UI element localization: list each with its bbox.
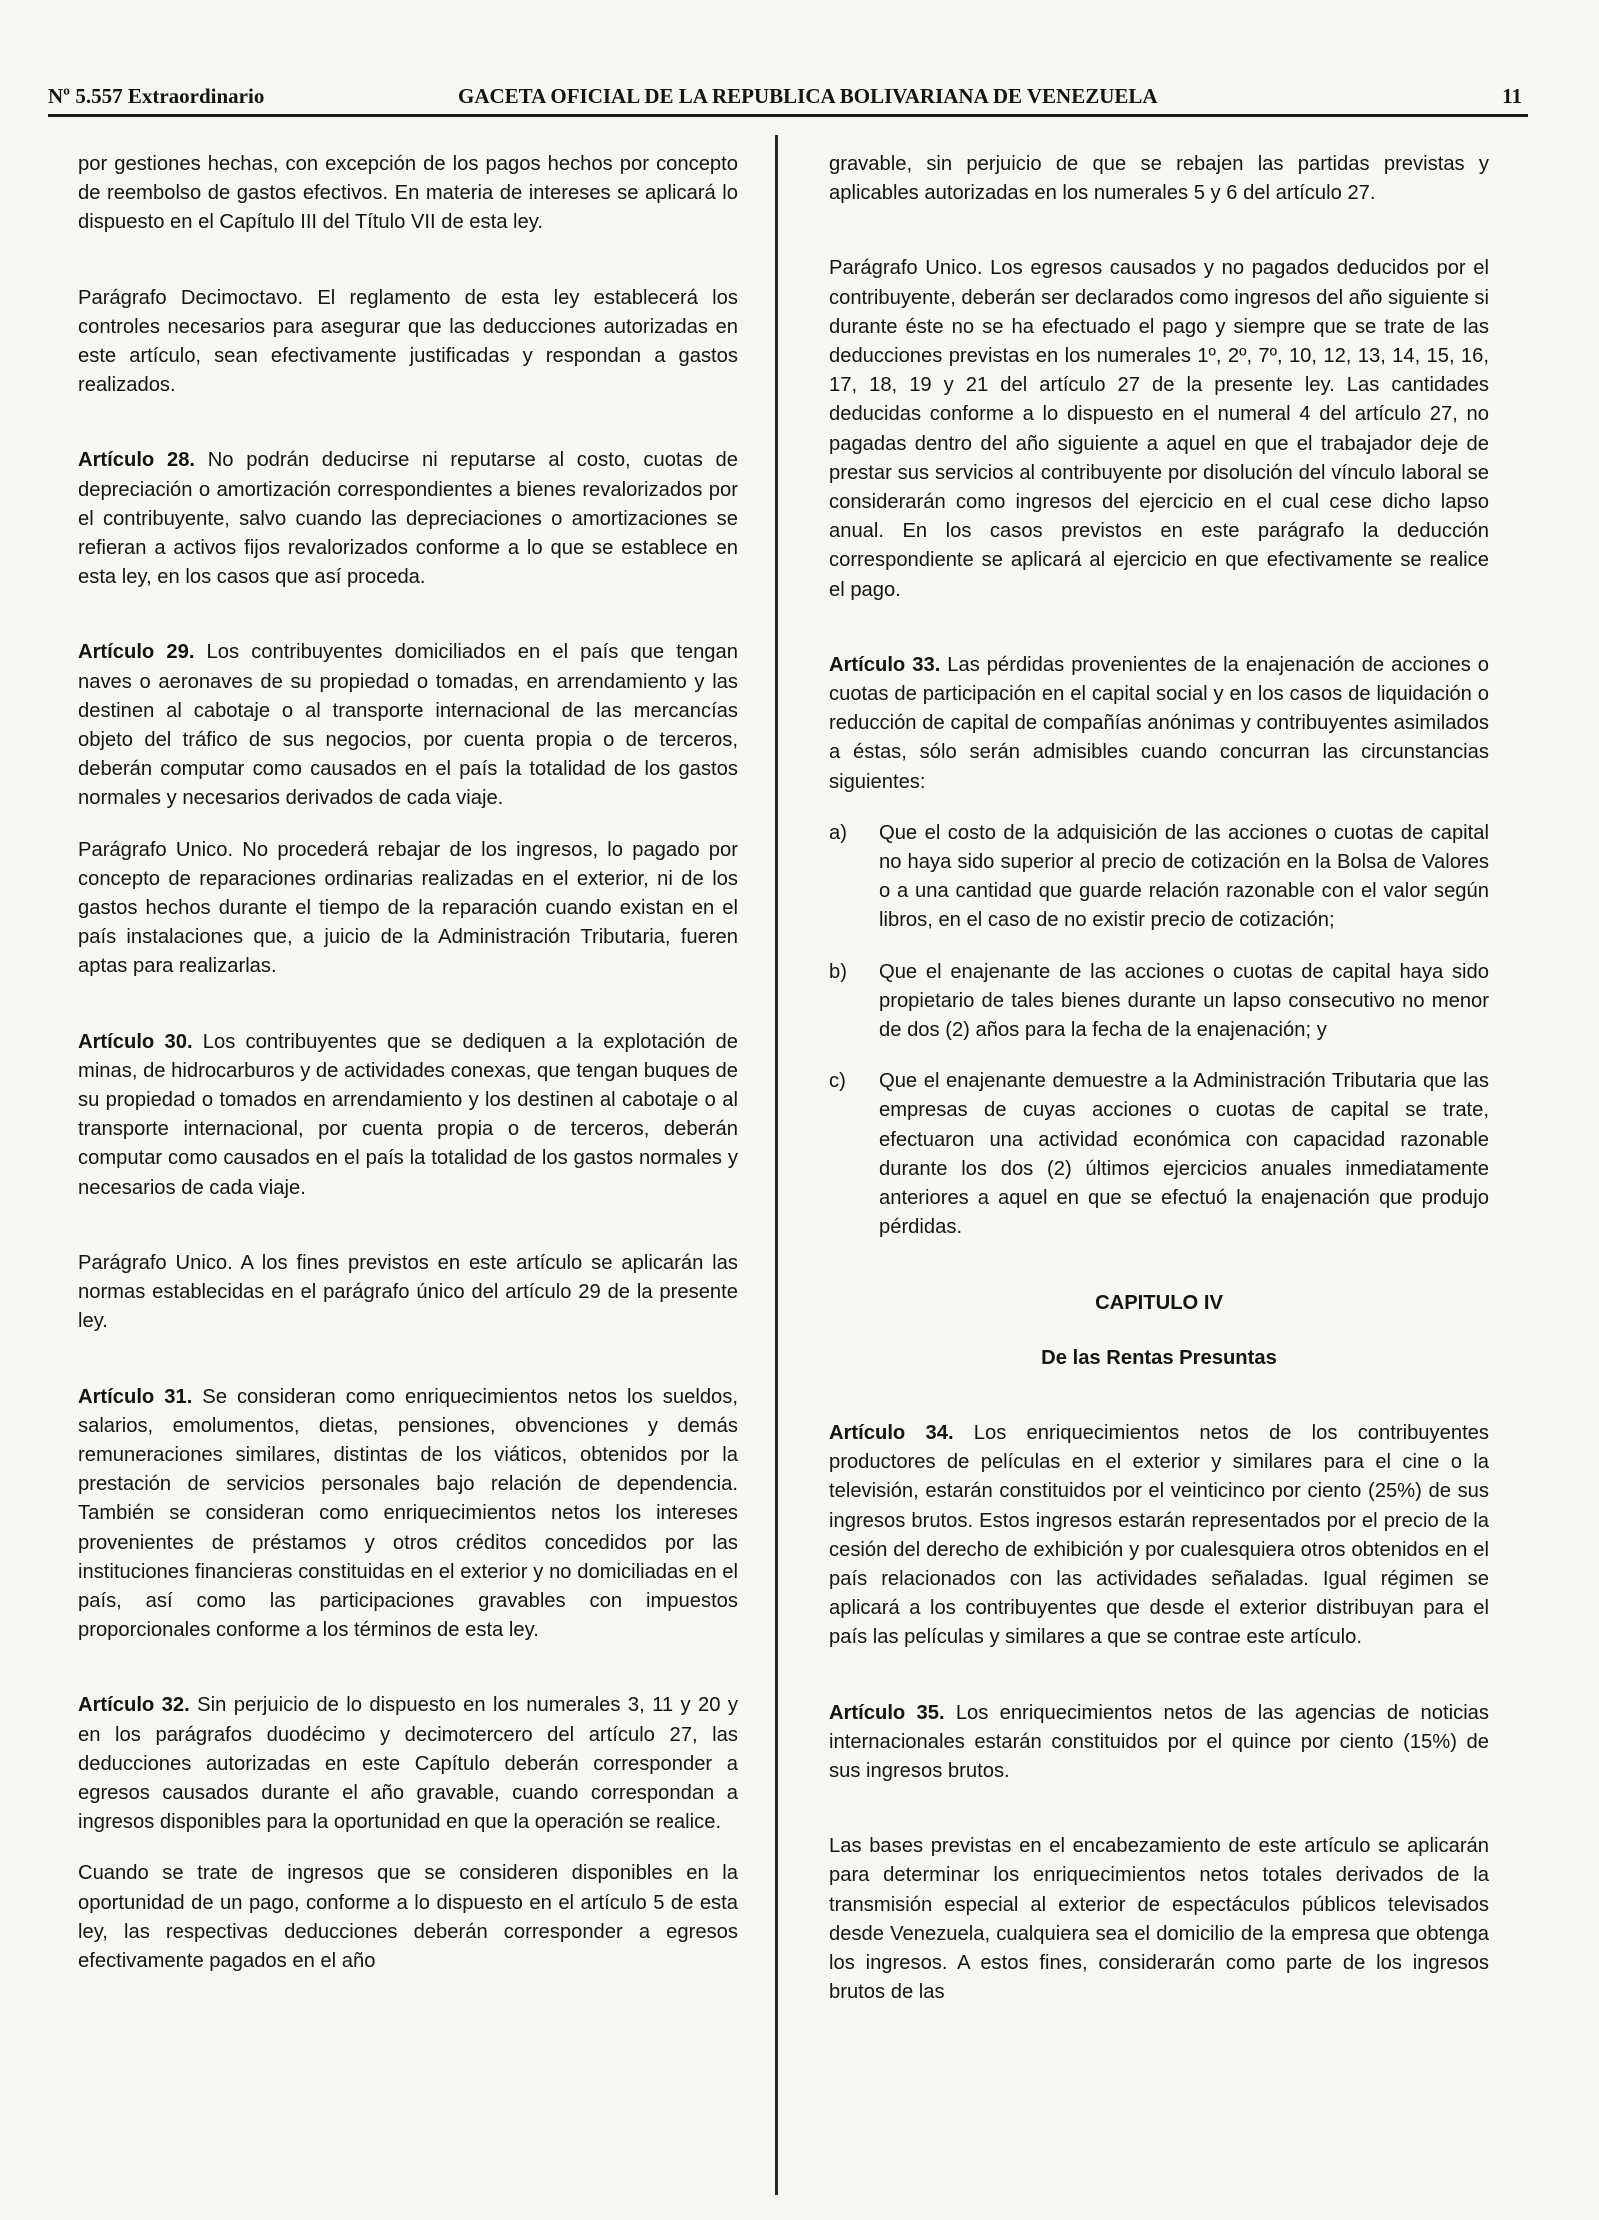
article-label: Artículo 28.	[78, 449, 196, 472]
article-label: Artículo 33.	[829, 653, 941, 676]
paragraph-unico: Parágrafo Unico. Los egresos causados y no pagados deducidos por el contribuyente, deberán ser declarados como ingresos del año siguiente si durante éste no se ha efectuado el pago y siempre que se trate de las deducciones previstas en los numerales 1º, 2º, 7º, 10, 12, 13, 14, 15, 16, 17, 18, 19 y 21 del artículo 27 de la presente ley. Las cantidades deducidas conforme a lo dispuesto en el numeral 4 del artículo 27, no pagadas dentro del año siguiente a aquel en que el trabajador deje de prestar sus servicios al contribuyente por disolución del vínculo laboral se considerarán como ingresos del ejercicio en el cual cese dicho lapso anual. En los casos previstos en este parágrafo la deducción correspondiente se aplicará al ejercicio en que efectivamente se realice el pago.	[829, 257, 1489, 601]
left-column	[78, 150, 738, 2022]
article-32	[78, 1691, 738, 1837]
article-29	[78, 638, 738, 813]
list-item-label: c)	[829, 1070, 846, 1093]
paragraph: gravable, sin perjuicio de que se rebajen las partidas previstas y aplicables autorizadas en los numerales 5 y 6 del artículo 27.	[829, 153, 1489, 205]
list-item-label: a)	[829, 821, 847, 844]
article-text: Sin perjuicio de lo dispuesto en los numerales 3, 11 y 20 y en los parágrafos duodécimo y decimotercero del artículo 27, las deducciones autorizadas en este Capítulo deberán corresponder a egresos causados durante el año gravable, cuando correspondan a ingresos disponibles para la oportunidad en que la operación se realice.	[78, 1694, 739, 1834]
list-item	[829, 958, 1489, 1046]
paragraph: Las bases previstas en el encabezamiento de este artículo se aplicarán para determinar los enriquecimientos netos totales derivados de la transmisión especial al exterior de espectáculos públicos televisados desde Venezuela, cualquiera sea el domicilio de la empresa que obtenga los ingresos. A estos fines, considerarán como parte de los ingresos brutos de las	[829, 1835, 1489, 2004]
list-item-text: Que el enajenante demuestre a la Administración Tributaria que las empresas de cuyas acciones o cuotas de capital se trate, efectuaron una actividad económica con capacidad razonable durante los dos (2) últimos ejercicios anuales inmediatamente anteriores a aquel en que se efectuó la enajenación que produjo pérdidas.	[879, 1070, 1489, 1239]
article-label: Artículo 32.	[78, 1694, 190, 1717]
article-label: Artículo 35.	[829, 1701, 945, 1724]
gazette-title: GACETA OFICIAL DE LA REPUBLICA BOLIVARIANA DE VENEZUELA	[458, 84, 1158, 108]
article-35	[829, 1699, 1489, 1787]
article-text: No podrán deducirse ni reputarse al costo, cuotas de depreciación o amortización correspondientes a bienes revalorizados por el contribuyente, salvo cuando las depreciaciones o amortizaciones se refieran a activos fijos revalorizados conforme a lo que se establece en esta ley, en los casos que así proceda.	[78, 449, 738, 589]
right-column	[829, 150, 1489, 2053]
article-34	[829, 1419, 1489, 1653]
list-item	[829, 1067, 1489, 1242]
column-divider	[775, 135, 778, 2195]
article-28	[78, 446, 738, 592]
list-item-text: Que el costo de la adquisición de las acciones o cuotas de capital no haya sido superior al precio de cotización en la Bolsa de Valores o a una cantidad que guarde relación razonable con el valor según libros, en el caso de no existir precio de cotización;	[879, 821, 1489, 932]
article-label: Artículo 29.	[78, 641, 195, 664]
issue-number: Nº 5.557 Extraordinario	[48, 84, 265, 108]
paragraph: por gestiones hechas, con excepción de los pagos hechos por concepto de reembolso de gastos efectivos. En materia de intereses se aplicará lo dispuesto en el Capítulo III del Título VII de esta ley.	[78, 153, 738, 234]
article-label: Artículo 34.	[829, 1421, 954, 1444]
article-31	[78, 1383, 738, 1646]
article-30	[78, 1028, 738, 1203]
paragraph-decimoctavo: Parágrafo Decimoctavo. El reglamento de esta ley establecerá los controles necesarios para asegurar que las deducciones autorizadas en este artículo, sean efectivamente justificadas y respondan a gastos realizados.	[78, 286, 738, 397]
article-text: Los enriquecimientos netos de las agencias de noticias internacionales estarán constituidos por el quince por ciento (15%) de sus ingresos brutos.	[829, 1701, 1490, 1782]
article-text: Las pérdidas provenientes de la enajenación de acciones o cuotas de participación en el capital social y en los casos de liquidación o reducción de capital de compañías anónimas y contribuyentes asimilados a éstas, sólo serán admisibles cuando concurran las circunstancias siguientes:	[829, 653, 1489, 793]
list-item	[829, 819, 1489, 936]
paragraph-unico: Parágrafo Unico. No procederá rebajar de los ingresos, lo pagado por concepto de reparaciones ordinarias realizadas en el exterior, ni de los gastos hechos durante el tiempo de la reparación cuando existan en el país instalaciones que, a juicio de la Administración Tributaria, fueren aptas para realizarlas.	[78, 838, 738, 978]
article-text: Los enriquecimientos netos de los contribuyentes productores de películas en el exterior y similares para el cine o la televisión, estarán constituidos por el veinticinco por ciento (25%) de sus ingresos brutos. Estos ingresos estarán representados por el precio de la cesión del derecho de exhibición y por cualesquiera otros obtenidos en el país relacionados con las actividades señaladas. Igual régimen se aplicará a los contribuyentes que desde el exterior distribuyan para el país las películas y similares a que se contrae este artículo.	[829, 1421, 1489, 1649]
chapter-title: De las Rentas Presuntas	[1041, 1346, 1277, 1369]
article-label: Artículo 30.	[78, 1030, 193, 1053]
article-33	[829, 651, 1489, 797]
chapter-heading: CAPITULO IV	[1095, 1291, 1223, 1314]
list-item-text: Que el enajenante de las acciones o cuotas de capital haya sido propietario de tales bienes durante un lapso consecutivo no menor de dos (2) años para la fecha de la enajenación; y	[879, 960, 1489, 1042]
article-text: Los contribuyentes domiciliados en el país que tengan naves o aeronaves de su propiedad o tomadas, en arrendamiento y las destinen al cabotaje o al transporte internacional de las mercancías objeto del tráfico de sus negocios, por cuenta propia o de terceros, deberán computar como causados en el país la totalidad de los gastos normales y necesarios derivados de cada viaje.	[78, 641, 738, 810]
article-text: Los contribuyentes que se dediquen a la explotación de minas, de hidrocarburos y de actividades conexas, que tengan buques de su propiedad o tomados en arrendamiento y los destinen al cabotaje o al transporte internacional, por cuenta propia o de terceros, deberán computar como causados en el país la totalidad de los gastos normales y necesarios de cada viaje.	[78, 1030, 739, 1199]
paragraph-unico: Parágrafo Unico. A los fines previstos en este artículo se aplicarán las normas establecidas en el parágrafo único del artículo 29 de la presente ley.	[78, 1251, 738, 1333]
article-label: Artículo 31.	[78, 1385, 193, 1408]
list-item-label: b)	[829, 960, 847, 983]
page-header	[48, 80, 1528, 117]
paragraph: Cuando se trate de ingresos que se consideren disponibles en la oportunidad de un pago, conforme a lo dispuesto en el artículo 5 de esta ley, las respectivas deducciones deberán corresponder a egresos efectivamente pagados en el año	[78, 1862, 738, 1972]
page-number: 11	[1502, 84, 1522, 108]
article-text: Se consideran como enriquecimientos netos los sueldos, salarios, emolumentos, dietas, pensiones, obvenciones y demás remuneraciones similares, distintas de los viáticos, obtenidos por la prestación de servicios personales bajo relación de dependencia. También se consideran como enriquecimientos netos los intereses provenientes de préstamos y otros créditos concedidos por las instituciones financieras constituidas en el exterior y no domiciliadas en el país, así como las participaciones gravables con impuestos proporcionales conforme a los términos de esta ley.	[78, 1385, 738, 1642]
